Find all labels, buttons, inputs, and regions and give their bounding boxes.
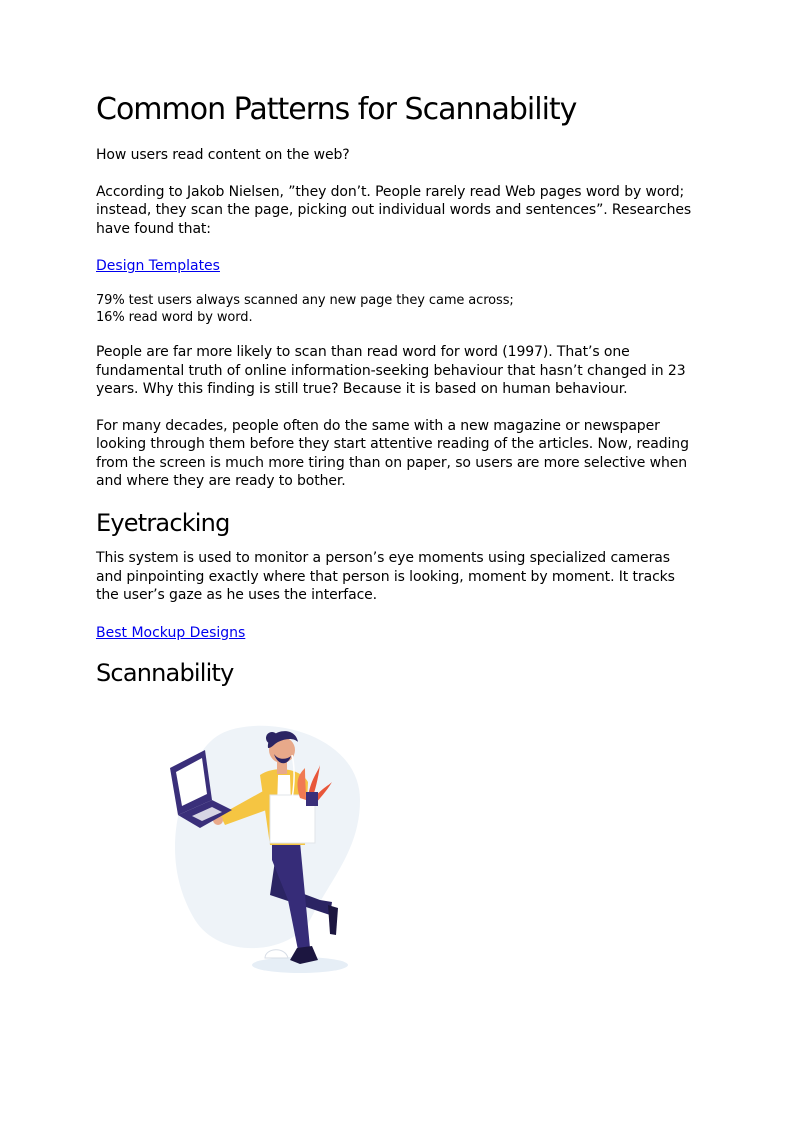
- eyetracking-heading: Eyetracking: [96, 508, 230, 537]
- stats-paragraph: [96, 292, 696, 326]
- document-page: [96, 92, 696, 700]
- decades-paragraph: For many decades, people often do the same with a new magazine or newspaper looking through them before they start attentive reading of the articles. Now, reading from the screen is much more tiring than on paper, so users are more selective when and where they are ready to bother.: [96, 417, 689, 489]
- eyetracking-paragraph: This system is used to monitor a person’s eye moments using specialized cameras and pinpointing exactly where that person is looking, moment by moment. It tracks the user’s gaze as he uses the interface.: [96, 550, 675, 604]
- person-with-laptop-illustration: [160, 720, 370, 980]
- intro-question: How users read content on the web?: [96, 147, 350, 163]
- back-shoe: [328, 905, 338, 935]
- scan-paragraph: People are far more likely to scan than read word for word (1997). That’s one fundamental truth of online information-seeking behaviour that hasn’t changed in 23 years. Why this finding is still true? Because it is based on human behaviour.: [96, 344, 686, 397]
- scannability-heading: Scannability: [96, 658, 234, 687]
- hair-bun: [266, 732, 278, 744]
- page-title: Common Patterns for Scannability: [96, 92, 577, 127]
- neck: [277, 762, 287, 774]
- stat-line-scanned: 79% test users always scanned any new page they came across;: [96, 293, 514, 308]
- cup-icon: [265, 950, 288, 958]
- can: [306, 792, 318, 806]
- stat-line-word-by-word: 16% read word by word.: [96, 310, 253, 325]
- design-templates-link[interactable]: Design Templates: [96, 258, 220, 274]
- best-mockup-designs-link[interactable]: Best Mockup Designs: [96, 624, 246, 641]
- quote-paragraph: According to Jakob Nielsen, ”they don’t. People rarely read Web pages word by word; instead, they scan the page, picking out individual words and sentences”. Researches have found that:: [96, 183, 692, 237]
